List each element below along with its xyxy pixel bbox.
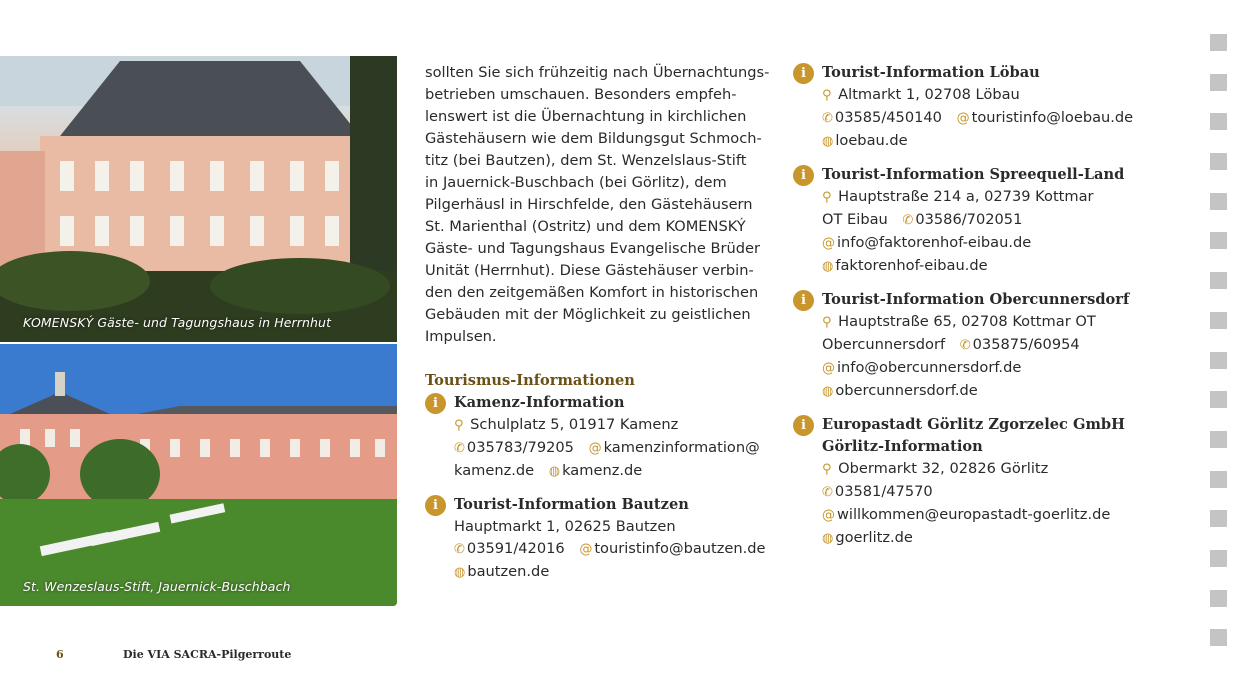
entry-bautzen — [425, 494, 770, 584]
section-title: Tourismus-Informationen — [425, 372, 635, 389]
entry-title: Tourist-Information Löbau — [822, 64, 1040, 81]
phone[interactable]: 03586/702051 — [915, 211, 1023, 228]
contact-line — [822, 380, 1153, 403]
contact-line — [454, 437, 770, 460]
globe-icon: ◍ — [548, 464, 561, 479]
globe-icon: ◍ — [822, 134, 834, 149]
email-icon: @ — [579, 542, 593, 557]
contact-line — [822, 232, 1153, 255]
body-line: in Jauernick-Buschbach (bei Görlitz), dem — [425, 174, 727, 191]
location-pin-icon: ⚲ — [822, 88, 832, 103]
email-continued[interactable]: kamenz.de — [454, 462, 535, 479]
globe-icon: ◍ — [822, 384, 834, 399]
body-line: betrieben umschauen. Besonders empfeh- — [425, 86, 737, 103]
contact-line — [822, 255, 1153, 278]
phone-icon: ✆ — [959, 338, 971, 353]
square-marker — [1210, 232, 1227, 249]
address: Obermarkt 32, 02826 Görlitz — [838, 460, 1049, 477]
square-marker — [1210, 74, 1227, 91]
body-line: lenswert ist die Übernachtung in kirchlichen — [425, 108, 747, 125]
address: Hauptstraße 214 a, 02739 Kottmar — [838, 188, 1094, 205]
website-link[interactable]: loebau.de — [835, 132, 908, 149]
contact-line — [822, 130, 1153, 153]
entry-title: Tourist-Information Bautzen — [454, 496, 689, 513]
contact-line — [454, 561, 770, 584]
email-icon: @ — [588, 441, 602, 456]
website-link[interactable]: bautzen.de — [467, 563, 550, 580]
globe-icon: ◍ — [822, 259, 834, 274]
entry-kamenz — [425, 392, 770, 483]
phone-icon: ✆ — [454, 542, 465, 557]
website-link[interactable]: faktorenhof-eibau.de — [835, 257, 988, 274]
contact-line — [822, 504, 1153, 527]
body-column — [425, 62, 770, 595]
contact-line — [822, 107, 1153, 130]
location-pin-icon: ⚲ — [822, 315, 832, 330]
entry-spreequell-land — [793, 164, 1153, 278]
address: Hauptstraße 65, 02708 Kottmar OT — [838, 313, 1096, 330]
email-icon: @ — [822, 508, 835, 523]
square-marker — [1210, 550, 1227, 567]
contact-line — [822, 481, 1153, 504]
square-marker — [1210, 352, 1227, 369]
contact-line — [454, 460, 770, 483]
email-icon: @ — [956, 111, 970, 126]
info-icon: i — [425, 495, 446, 516]
square-marker — [1210, 629, 1227, 646]
email[interactable]: willkommen@europastadt-goerlitz.de — [837, 506, 1111, 523]
body-line: den den zeitgemäßen Komfort in historischen — [425, 284, 759, 301]
contact-line — [822, 527, 1153, 550]
email[interactable]: kamenzinformation@ — [603, 439, 760, 456]
email-icon: @ — [822, 236, 835, 251]
photo-komensky-house — [0, 56, 397, 342]
entry-goerlitz — [793, 414, 1153, 550]
globe-icon: ◍ — [822, 531, 834, 546]
phone-icon: ✆ — [902, 213, 914, 228]
info-icon: i — [793, 290, 814, 311]
tourism-info-column — [793, 62, 1153, 561]
phone[interactable]: 03585/450140 — [834, 109, 942, 126]
address-line — [822, 186, 1153, 209]
building-illustration — [0, 344, 397, 606]
square-marker — [1210, 153, 1227, 170]
location-pin-icon: ⚲ — [822, 462, 832, 477]
square-marker — [1210, 471, 1227, 488]
entry-obercunnersdorf — [793, 289, 1153, 403]
contact-line — [822, 209, 1153, 232]
entry-title: Tourist-Information Spreequell-Land — [822, 166, 1125, 183]
square-marker — [1210, 431, 1227, 448]
email[interactable]: touristinfo@loebau.de — [971, 109, 1134, 126]
globe-icon: ◍ — [454, 565, 466, 580]
page-number: 6 — [56, 648, 64, 661]
email[interactable]: touristinfo@bautzen.de — [594, 540, 766, 557]
email[interactable]: info@faktorenhof-eibau.de — [837, 234, 1032, 251]
entry-title: Tourist-Information Obercunnersdorf — [822, 291, 1130, 308]
body-line: titz (bei Bautzen), dem St. Wenzelslaus-Stift — [425, 152, 747, 169]
address-line — [822, 84, 1153, 107]
decorative-squares — [1210, 34, 1228, 669]
body-line: sollten Sie sich frühzeitig nach Übernachtungs- — [425, 64, 770, 81]
phone-icon: ✆ — [454, 441, 465, 456]
address-line — [454, 414, 770, 437]
body-line: Gebäuden mit der Möglichkeit zu geistlichen — [425, 306, 751, 323]
square-marker — [1210, 510, 1227, 527]
body-line: Pilgerhäusl in Hirschfelde, den Gästehäusern — [425, 196, 753, 213]
phone[interactable]: 035875/60954 — [972, 336, 1080, 353]
square-marker — [1210, 34, 1227, 51]
body-line: Gäste- und Tagungshaus Evangelische Brüder — [425, 240, 761, 257]
email-icon: @ — [822, 361, 835, 376]
square-marker — [1210, 391, 1227, 408]
square-marker — [1210, 312, 1227, 329]
phone-icon: ✆ — [822, 485, 833, 500]
building-illustration — [0, 56, 397, 342]
contact-line — [822, 334, 1153, 357]
address-continued: OT Eibau — [822, 211, 888, 228]
photo-caption: St. Wenzeslaus-Stift, Jauernick-Buschbach — [23, 579, 291, 594]
location-pin-icon: ⚲ — [454, 418, 464, 433]
address: Schulplatz 5, 01917 Kamenz — [470, 416, 679, 433]
entry-title: Europastadt Görlitz Zgorzelec GmbH — [822, 416, 1125, 433]
website-link[interactable]: goerlitz.de — [835, 529, 913, 546]
body-line: St. Marienthal (Ostritz) und dem KOMENSKÝ — [425, 218, 746, 235]
body-line: Impulsen. — [425, 328, 497, 345]
location-pin-icon: ⚲ — [822, 190, 832, 205]
address: Altmarkt 1, 02708 Löbau — [838, 86, 1020, 103]
info-icon: i — [793, 63, 814, 84]
address: Hauptmarkt 1, 02625 Bautzen — [454, 518, 676, 535]
info-icon: i — [793, 165, 814, 186]
body-line: Unität (Herrnhut). Diese Gästehäuser verbin- — [425, 262, 754, 279]
entry-loebau — [793, 62, 1153, 153]
info-icon: i — [425, 393, 446, 414]
website-link[interactable]: kamenz.de — [562, 462, 643, 479]
footer-title: Die VIA SACRA-Pilgerroute — [123, 648, 292, 661]
phone[interactable]: 03591/42016 — [466, 540, 565, 557]
phone[interactable]: 03581/47570 — [834, 483, 933, 500]
entry-subtitle: Görlitz-Information — [822, 438, 983, 455]
phone-icon: ✆ — [822, 111, 833, 126]
website-link[interactable]: obercunnersdorf.de — [835, 382, 978, 399]
photo-wenzeslaus-stift — [0, 344, 397, 606]
square-marker — [1210, 113, 1227, 130]
address-line — [454, 516, 770, 538]
address-line — [822, 458, 1153, 481]
square-marker — [1210, 193, 1227, 210]
square-marker — [1210, 590, 1227, 607]
square-marker — [1210, 272, 1227, 289]
phone[interactable]: 035783/79205 — [466, 439, 574, 456]
address-continued: Obercunnersdorf — [822, 336, 946, 353]
photo-caption: KOMENSKÝ Gäste- und Tagungshaus in Herrnhut — [23, 315, 332, 330]
email[interactable]: info@obercunnersdorf.de — [837, 359, 1022, 376]
body-line: Gästehäusern wie dem Bildungsgut Schmoch- — [425, 130, 762, 147]
address-line — [822, 311, 1153, 334]
contact-line — [822, 357, 1153, 380]
entry-title: Kamenz-Information — [454, 394, 625, 411]
body-paragraph — [425, 62, 770, 348]
contact-line — [454, 538, 770, 561]
info-icon: i — [793, 415, 814, 436]
